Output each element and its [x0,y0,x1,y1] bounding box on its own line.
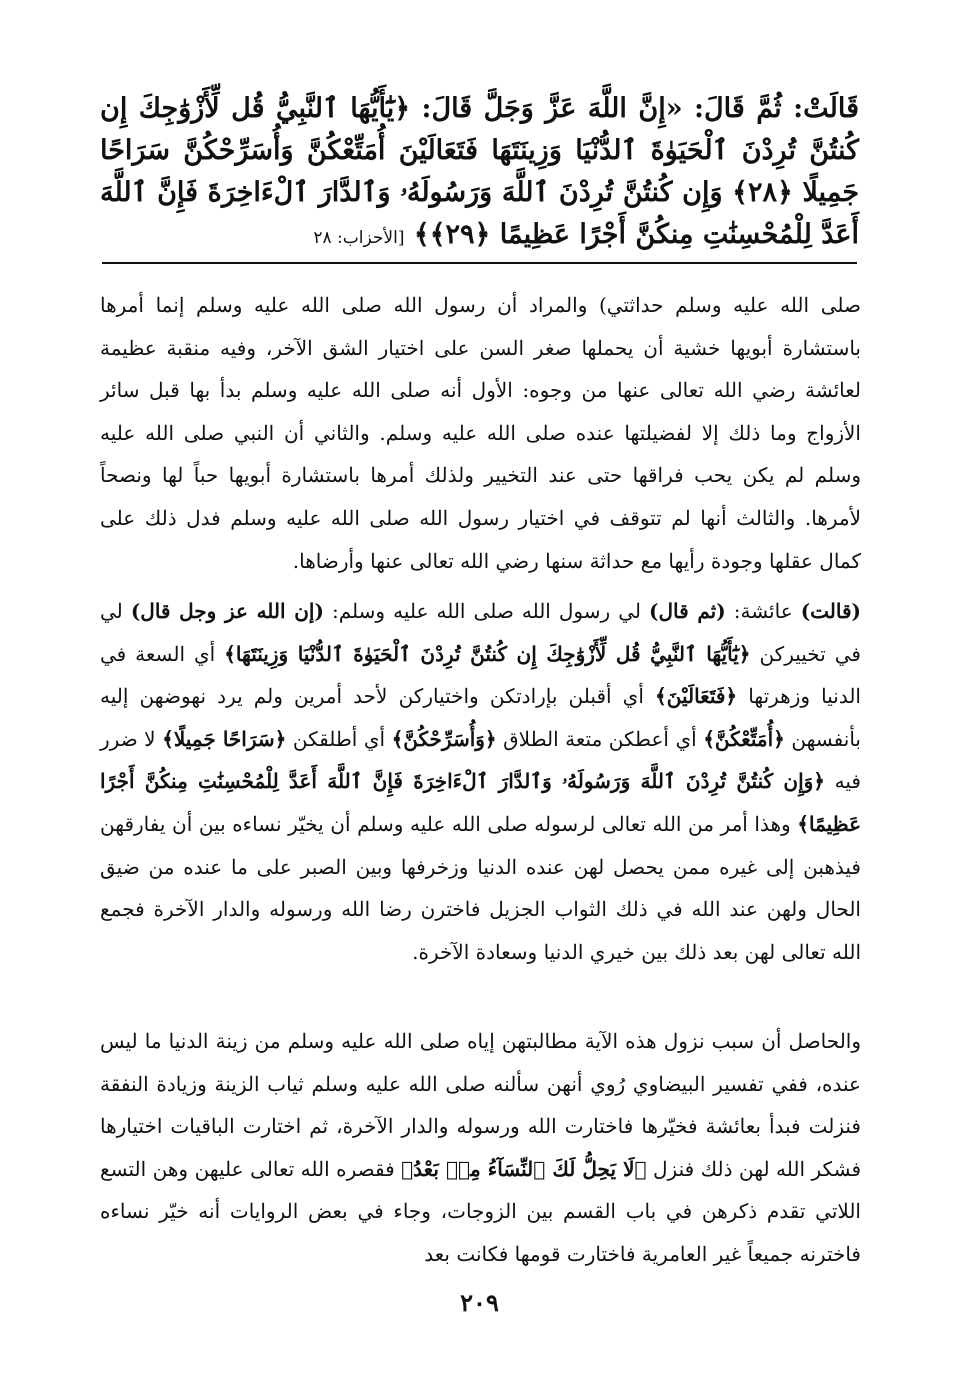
quran-verse-text: قَالَتْ: ثُمَّ قَالَ: «إِنَّ اللَّهَ عَزَّ وَجَلَّ قَالَ: ﴿يَٰٓأَيُّهَا ٱلنَّبِيُّ قُل لِّأَزْوَٰجِكَ إِن كُنتُنَّ تُرِدْنَ ٱلْحَيَوٰةَ ٱلدُّنْيَا وَزِينَتَهَا فَتَعَالَيْنَ أُمَتِّعْكُنَّ وَأُسَرِّحْكُنَّ سَرَاحًا جَمِيلًا ﴿٢٨﴾ وَإِن كُنتُنَّ تُرِدْنَ ٱللَّهَ وَرَسُولَهُۥ وَٱلدَّارَ ٱلْءَاخِرَةَ فَإِنَّ ٱللَّهَ أَعَدَّ لِلْمُحْسِنَٰتِ مِنكُنَّ أَجْرًا عَظِيمًا ﴿٢٩﴾﴾ [100,93,860,250]
commentary-paragraph-1 [100,284,861,582]
text-run: أي أقبلن بإرادتكن واختياركن لأحد أمرين ولم يرد نهوضهن إليه بأنفسهن [100,684,861,751]
quran-quote: ﴿يَٰٓأَيُّهَا ٱلنَّبِيُّ قُل لِّأَزْوَٰجِكَ إِن كُنتُنَّ تُرِدْنَ ٱلْحَيَوٰةَ ٱلدُّنْيَا وَزِينَتَهَا﴾ [224,641,751,666]
text-run: لي رسول الله صلى الله عليه وسلم: [323,599,650,623]
quran-quote: ﴿وَأُسَرِّحْكُنَّ﴾ [391,726,497,751]
text-run: عائشة: [725,599,801,623]
quran-quote: ﴿فَتَعَالَيْنَ﴾ [655,684,738,709]
text-run: لا ضرر فيه [100,726,861,794]
surah-reference: [الأحزاب: ٢٨ [313,228,405,248]
paragraph-1-text: صلى الله عليه وسلم حداثتي) والمراد أن رسول الله صلى الله عليه وسلم إنما أمرها باستشارة أبويها خشية أن يحملها صغر السن على اختيار الشق الآخر، وفيه منقبة عظيمة لعائشة رضي الله تعالى عنها من وجوه: الأول أنه صلى الله عليه وسلم بدأ بها قبل سائر الأزواج وما ذلك إلا لفضيلتها عنده صلى الله عليه وسلم. والثاني أن النبي صلى الله عليه وسلم لم يكن يحب فراقها حتى عند التخيير ولذلك أمرها باستشارة أبويها حباً لها ونصحاً لأمرها. والثالث أنها لم تتوقف في اختيار رسول الله صلى الله عليه وسلم فدل ذلك على كمال عقلها وجودة رأيها مع حداثة سنها رضي الله تعالى عنها وأرضاها. [100,293,861,573]
text-run: أي السعة في الدنيا وزهرتها [100,641,861,709]
bold-phrase: (إن الله عز وجل قال) [130,599,324,623]
quran-quote: ﴿سَرَاحًا جَمِيلًا﴾ [162,726,287,751]
text-run: أي أعطكن متعة الطلاق [496,726,704,751]
text-run: والحاصل أن سبب نزول هذه الآية مطالبتهن إياه صلى الله عليه وسلم من زينة الدنيا ما ليس عنده، ففي تفسير البيضاوي رُوي أنهن سألنه صلى الله عليه وسلم ثياب الزينة وزيادة النفقة فنزلت فبدأ بعائشة فخيّرها فاختارت الله ورسوله والدار الآخرة، ثم اختارت الباقيات اختيارها فشكر الله لهن ذلك فنزل [100,1029,861,1181]
section-divider [102,262,857,264]
bold-phrase: (قالت) [800,599,862,623]
quran-quote: ﴿لَا يَحِلُّ لَكَ ٱلنِّسَآءُ مِنۢ بَعْدُ﴾ [401,1156,647,1181]
text-run: لي في تخييركن [100,599,861,666]
text-run: وهذا أمر من الله تعالى لرسوله صلى الله عليه وسلم أن يخيّر نساءه بين أن يفارقهن فيذهبن إلى غيره ممن يحصل لهن عنده الدنيا وزخرفها وبين الصبر على ما عنده من ضيق الحال ولهن عند الله في ذلك الثواب الجزيل فاخترن رضا الله ورسوله والدار الآخرة فجمع الله تعالى لهن بعد ذلك بين خيري الدنيا وسعادة الآخرة. [100,811,861,964]
quran-quote: ﴿وَإِن كُنتُنَّ تُرِدْنَ ٱللَّهَ وَرَسُولَهُۥ وَٱلدَّارَ ٱلْءَاخِرَةَ فَإِنَّ ٱللَّهَ أَعَدَّ لِلْمُحْسِنَٰتِ مِنكُنَّ أَجْرًا عَظِيمًا﴾ [100,769,861,836]
text-run: أي أطلقكن [286,726,392,751]
bold-phrase: (ثم قال) [649,599,726,623]
page-number: ٢٠٩ [460,1288,499,1317]
quran-verse-block [100,88,859,259]
quran-quote: ﴿أُمَتِّعْكُنَّ﴾ [703,726,785,751]
commentary-paragraph-3 [100,1020,861,1276]
commentary-paragraph-2 [100,590,861,973]
text-run: فقصره الله تعالى عليهن وهن التسع اللاتي تقدم ذكرهن في باب القسم بين الزوجات، وجاء في بعض الروايات أنه خيّر نساءه فاخترنه جميعاً غير العامرية فاختارت قومها فكانت بعد [100,1156,861,1266]
